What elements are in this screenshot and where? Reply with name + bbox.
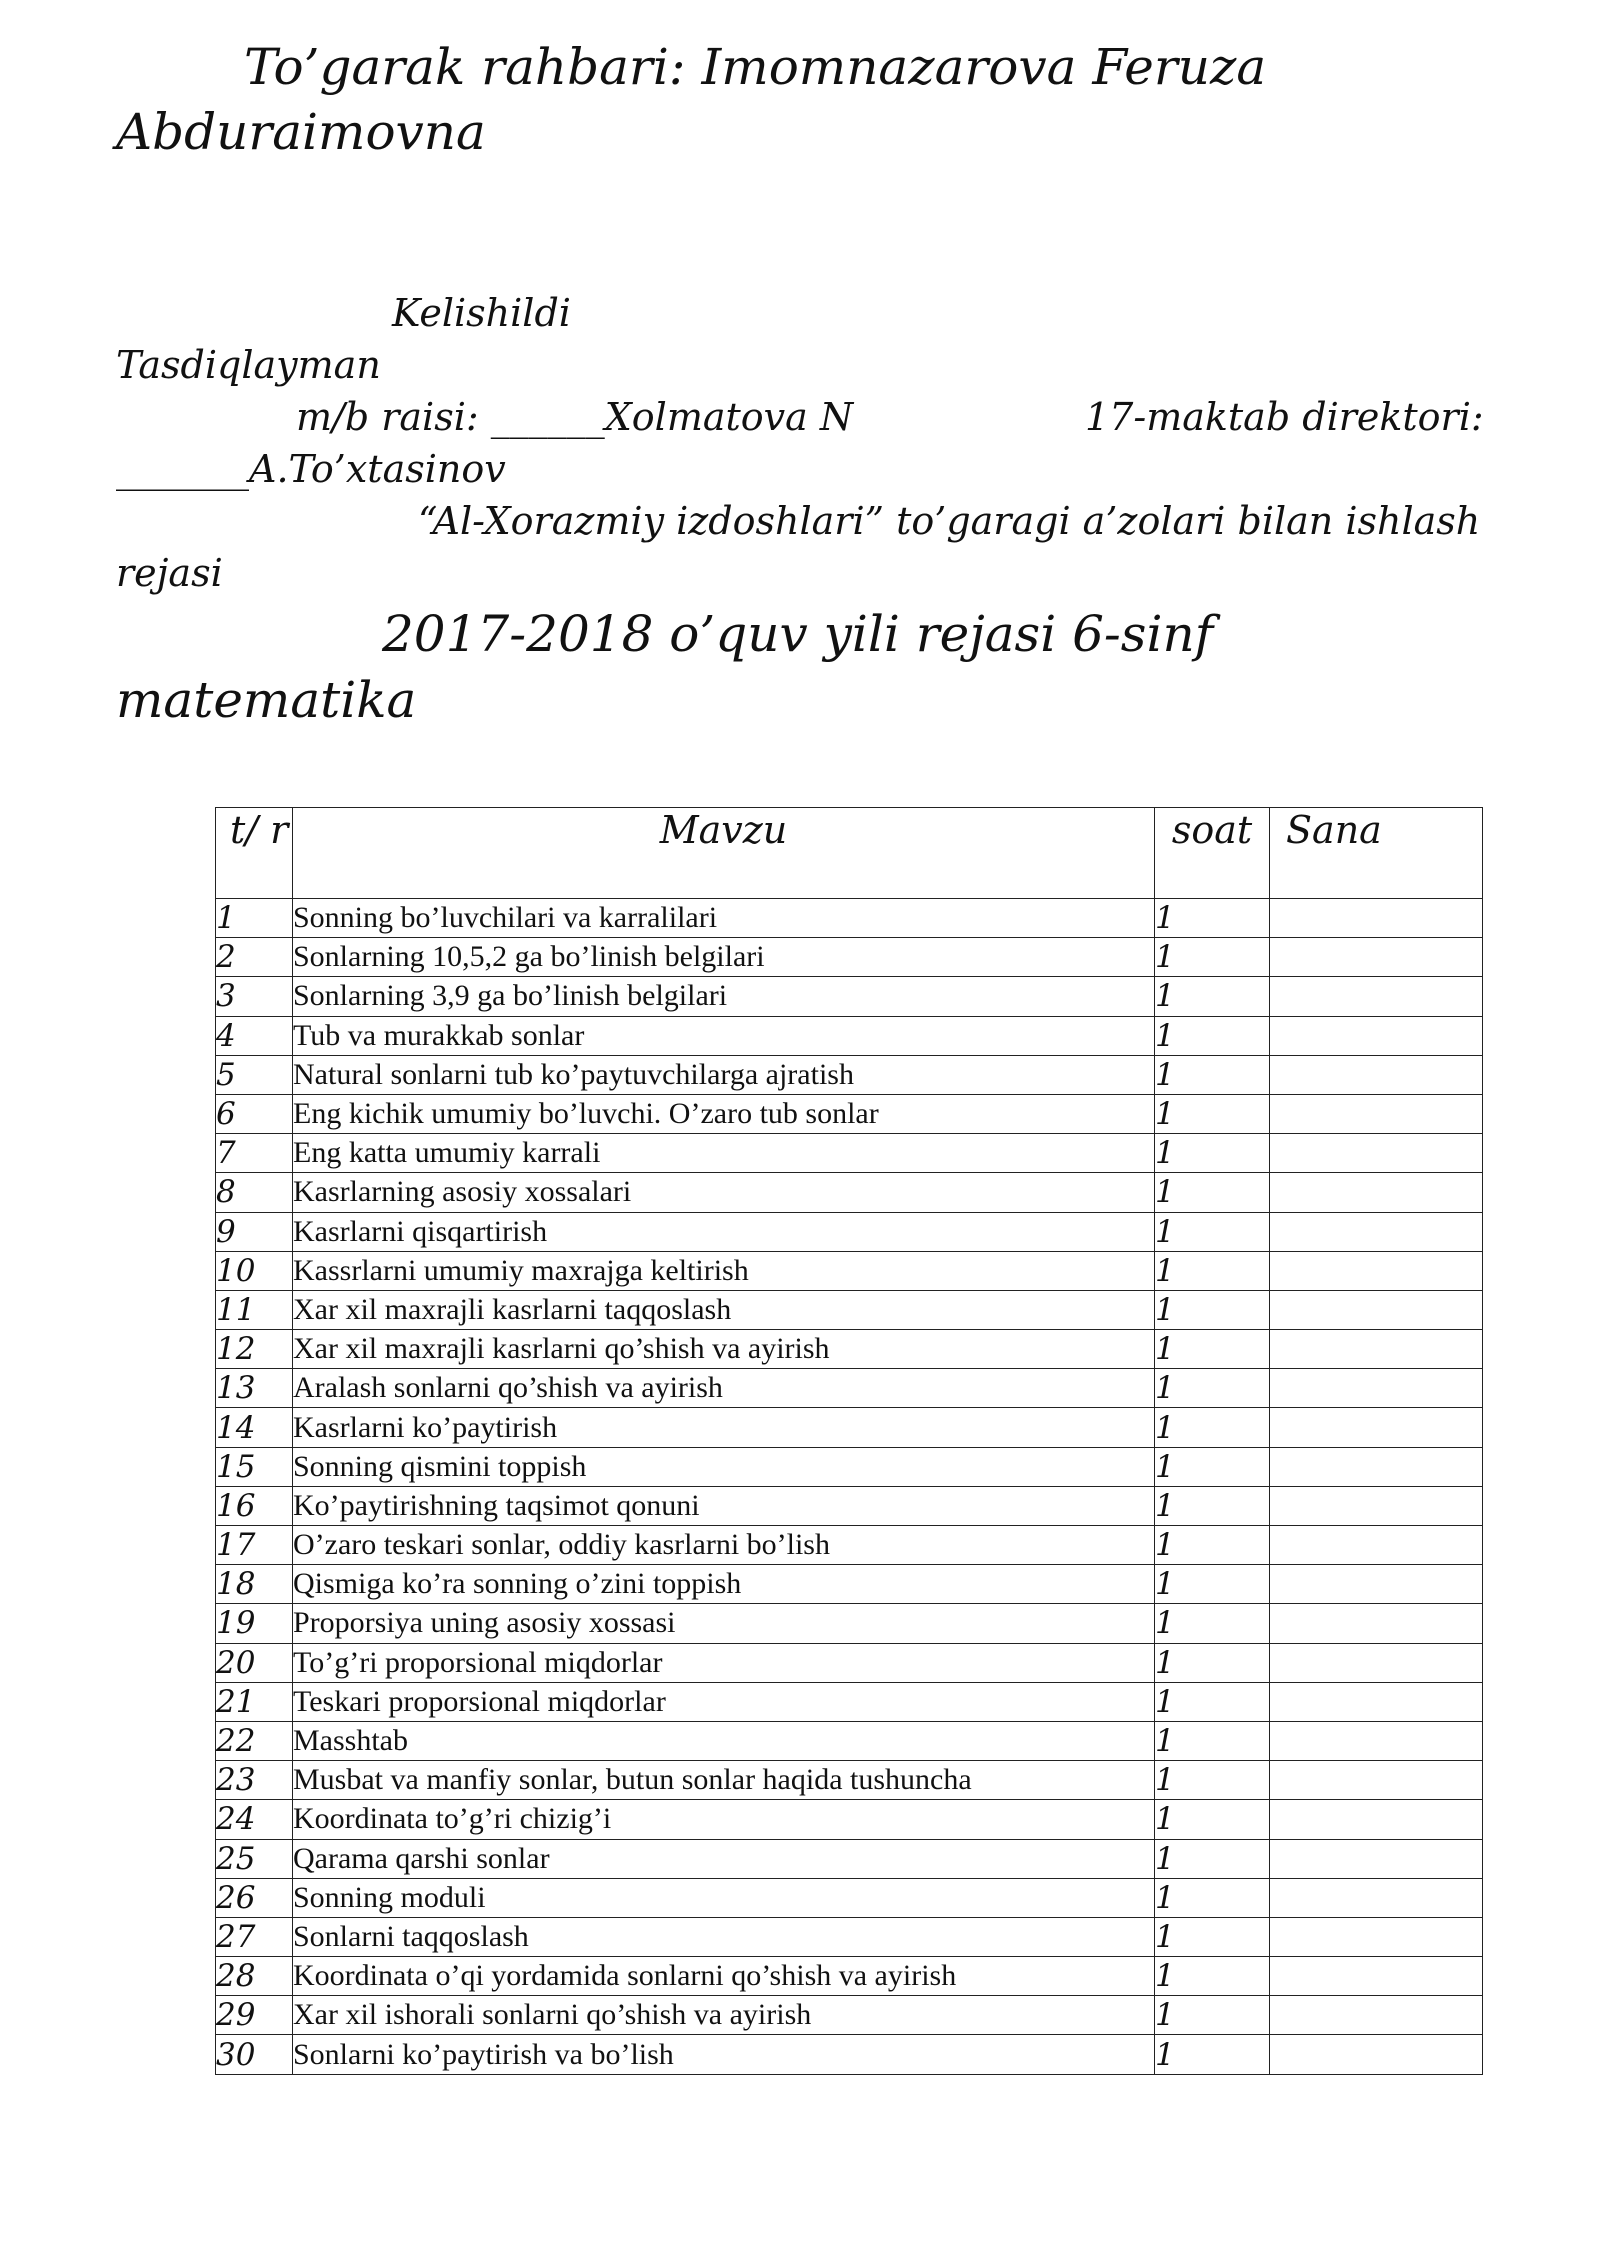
- row-topic: Sonlarning 10,5,2 ga bo’linish belgilari: [293, 938, 1155, 977]
- row-hours: 1: [1155, 1408, 1270, 1447]
- row-number: 23: [216, 1761, 293, 1800]
- row-hours: 1: [1155, 1055, 1270, 1094]
- col-header-number: t/ r: [216, 808, 293, 899]
- row-number: 16: [216, 1486, 293, 1525]
- row-topic: Kasrlarning asosiy xossalari: [293, 1173, 1155, 1212]
- row-topic: Kasrlarni qisqartirish: [293, 1212, 1155, 1251]
- row-topic: Kasrlarni ko’paytirish: [293, 1408, 1155, 1447]
- row-topic: Koordinata o’qi yordamida sonlarni qo’shish va ayirish: [293, 1957, 1155, 1996]
- table-row: [216, 1251, 1483, 1290]
- row-hours: 1: [1155, 1330, 1270, 1369]
- plan-title-continuation: rejasi: [116, 551, 223, 595]
- row-date: [1270, 1839, 1483, 1878]
- row-topic: Tub va murakkab sonlar: [293, 1016, 1155, 1055]
- row-date: [1270, 1134, 1483, 1173]
- row-topic: Sonning qismini toppish: [293, 1447, 1155, 1486]
- table-row: [216, 1094, 1483, 1133]
- table-header-row: [216, 808, 1483, 899]
- row-number: 14: [216, 1408, 293, 1447]
- row-hours: 1: [1155, 1173, 1270, 1212]
- row-number: 12: [216, 1330, 293, 1369]
- subject-line: matematika: [116, 671, 417, 729]
- row-topic: Qarama qarshi sonlar: [293, 1839, 1155, 1878]
- row-hours: 1: [1155, 1212, 1270, 1251]
- row-hours: 1: [1155, 1721, 1270, 1760]
- row-topic: To’g’ri proporsional miqdorlar: [293, 1643, 1155, 1682]
- row-date: [1270, 1957, 1483, 1996]
- row-topic: Masshtab: [293, 1721, 1155, 1760]
- director-title: 17-maktab direktori:: [1085, 395, 1484, 439]
- row-date: [1270, 1016, 1483, 1055]
- row-topic: Xar xil maxrajli kasrlarni qo’shish va ayirish: [293, 1330, 1155, 1369]
- table-row: [216, 1996, 1483, 2035]
- table-row: [216, 1408, 1483, 1447]
- row-date: [1270, 1526, 1483, 1565]
- table-row: [216, 2035, 1483, 2074]
- col-header-date: Sana: [1270, 808, 1483, 899]
- table-row: [216, 938, 1483, 977]
- row-hours: 1: [1155, 938, 1270, 977]
- row-topic: Sonlarni taqqoslash: [293, 1917, 1155, 1956]
- row-hours: 1: [1155, 2035, 1270, 2074]
- row-date: [1270, 1917, 1483, 1956]
- row-number: 19: [216, 1604, 293, 1643]
- table-row: [216, 1917, 1483, 1956]
- table-row: [216, 899, 1483, 938]
- row-number: 25: [216, 1839, 293, 1878]
- row-date: [1270, 1408, 1483, 1447]
- row-hours: 1: [1155, 1800, 1270, 1839]
- row-hours: 1: [1155, 1917, 1270, 1956]
- table-row: [216, 1486, 1483, 1525]
- row-number: 2: [216, 938, 293, 977]
- row-date: [1270, 1761, 1483, 1800]
- row-date: [1270, 1800, 1483, 1839]
- row-topic: Sonning moduli: [293, 1878, 1155, 1917]
- row-number: 10: [216, 1251, 293, 1290]
- col-header-topic: Mavzu: [293, 808, 1155, 899]
- agreed-label: Kelishildi: [392, 291, 571, 335]
- col-header-hours: soat: [1155, 808, 1270, 899]
- table-row: [216, 1957, 1483, 1996]
- table-row: [216, 1173, 1483, 1212]
- row-date: [1270, 1996, 1483, 2035]
- row-date: [1270, 1369, 1483, 1408]
- table-row: [216, 1016, 1483, 1055]
- table-row: [216, 1212, 1483, 1251]
- row-topic: O’zaro teskari sonlar, oddiy kasrlarni bo’lish: [293, 1526, 1155, 1565]
- row-number: 30: [216, 2035, 293, 2074]
- row-topic: Kassrlarni umumiy maxrajga keltirish: [293, 1251, 1155, 1290]
- row-number: 5: [216, 1055, 293, 1094]
- table-row: [216, 1721, 1483, 1760]
- row-topic: Xar xil maxrajli kasrlarni taqqoslash: [293, 1290, 1155, 1329]
- table-row: [216, 1800, 1483, 1839]
- row-topic: Eng kichik umumiy bo’luvchi. O’zaro tub sonlar: [293, 1094, 1155, 1133]
- row-hours: 1: [1155, 899, 1270, 938]
- row-date: [1270, 1878, 1483, 1917]
- row-date: [1270, 1330, 1483, 1369]
- row-topic: Aralash sonlarni qo’shish va ayirish: [293, 1369, 1155, 1408]
- table-row: [216, 1565, 1483, 1604]
- row-date: [1270, 1565, 1483, 1604]
- row-topic: Eng katta umumiy karrali: [293, 1134, 1155, 1173]
- table-row: [216, 1604, 1483, 1643]
- row-date: [1270, 1682, 1483, 1721]
- leader-line: To’garak rahbari: Imomnazarova Feruza: [244, 38, 1267, 96]
- row-number: 9: [216, 1212, 293, 1251]
- table-row: [216, 1055, 1483, 1094]
- row-number: 13: [216, 1369, 293, 1408]
- row-hours: 1: [1155, 1016, 1270, 1055]
- row-date: [1270, 938, 1483, 977]
- row-number: 15: [216, 1447, 293, 1486]
- row-date: [1270, 899, 1483, 938]
- row-number: 27: [216, 1917, 293, 1956]
- row-date: [1270, 1212, 1483, 1251]
- row-date: [1270, 1643, 1483, 1682]
- row-number: 29: [216, 1996, 293, 2035]
- row-number: 26: [216, 1878, 293, 1917]
- row-number: 20: [216, 1643, 293, 1682]
- row-number: 1: [216, 899, 293, 938]
- row-date: [1270, 1486, 1483, 1525]
- row-hours: 1: [1155, 1839, 1270, 1878]
- row-hours: 1: [1155, 1761, 1270, 1800]
- table-row: [216, 1839, 1483, 1878]
- row-date: [1270, 1290, 1483, 1329]
- row-number: 18: [216, 1565, 293, 1604]
- table-row: [216, 1878, 1483, 1917]
- row-topic: Natural sonlarni tub ko’paytuvchilarga ajratish: [293, 1055, 1155, 1094]
- table-row: [216, 977, 1483, 1016]
- row-topic: Sonning bo’luvchilari va karralilari: [293, 899, 1155, 938]
- row-hours: 1: [1155, 1134, 1270, 1173]
- table-row: [216, 1369, 1483, 1408]
- row-number: 17: [216, 1526, 293, 1565]
- row-date: [1270, 1094, 1483, 1133]
- row-date: [1270, 1251, 1483, 1290]
- row-hours: 1: [1155, 1996, 1270, 2035]
- row-number: 3: [216, 977, 293, 1016]
- row-topic: Xar xil ishorali sonlarni qo’shish va ayirish: [293, 1996, 1155, 2035]
- row-topic: Proporsiya uning asosiy xossasi: [293, 1604, 1155, 1643]
- table-row: [216, 1682, 1483, 1721]
- row-number: 4: [216, 1016, 293, 1055]
- row-date: [1270, 1604, 1483, 1643]
- row-hours: 1: [1155, 1682, 1270, 1721]
- union-chair-line: m/b raisi: ______Xolmatova N: [296, 395, 854, 439]
- row-topic: Koordinata to’g’ri chizig’i: [293, 1800, 1155, 1839]
- row-hours: 1: [1155, 1565, 1270, 1604]
- row-topic: Sonlarning 3,9 ga bo’linish belgilari: [293, 977, 1155, 1016]
- row-hours: 1: [1155, 1957, 1270, 1996]
- row-hours: 1: [1155, 1094, 1270, 1133]
- row-hours: 1: [1155, 977, 1270, 1016]
- row-date: [1270, 1721, 1483, 1760]
- row-topic: Ko’paytirishning taqsimot qonuni: [293, 1486, 1155, 1525]
- row-hours: 1: [1155, 1486, 1270, 1525]
- row-hours: 1: [1155, 1643, 1270, 1682]
- row-number: 21: [216, 1682, 293, 1721]
- table-row: [216, 1526, 1483, 1565]
- plan-title: “Al-Xorazmiy izdoshlari” to’garagi a’zolari bilan ishlash: [418, 499, 1481, 543]
- row-hours: 1: [1155, 1369, 1270, 1408]
- row-hours: 1: [1155, 1604, 1270, 1643]
- lesson-plan-table: [215, 807, 1483, 2075]
- row-number: 6: [216, 1094, 293, 1133]
- director-name: _______A.To’xtasinov: [116, 447, 506, 491]
- approve-label: Tasdiqlayman: [116, 343, 381, 387]
- leader-name-continuation: Abduraimovna: [116, 103, 486, 161]
- row-number: 28: [216, 1957, 293, 1996]
- table-row: [216, 1447, 1483, 1486]
- row-date: [1270, 977, 1483, 1016]
- row-hours: 1: [1155, 1526, 1270, 1565]
- row-hours: 1: [1155, 1290, 1270, 1329]
- row-hours: 1: [1155, 1251, 1270, 1290]
- row-hours: 1: [1155, 1878, 1270, 1917]
- row-topic: Teskari proporsional miqdorlar: [293, 1682, 1155, 1721]
- table-row: [216, 1761, 1483, 1800]
- row-number: 24: [216, 1800, 293, 1839]
- row-topic: Musbat va manfiy sonlar, butun sonlar haqida tushuncha: [293, 1761, 1155, 1800]
- row-number: 7: [216, 1134, 293, 1173]
- row-topic: Sonlarni ko’paytirish va bo’lish: [293, 2035, 1155, 2074]
- row-date: [1270, 1447, 1483, 1486]
- row-date: [1270, 1173, 1483, 1212]
- academic-year-line: 2017-2018 o’quv yili rejasi 6-sinf: [382, 605, 1214, 663]
- row-date: [1270, 1055, 1483, 1094]
- row-number: 11: [216, 1290, 293, 1329]
- row-topic: Qismiga ko’ra sonning o’zini toppish: [293, 1565, 1155, 1604]
- row-hours: 1: [1155, 1447, 1270, 1486]
- table-row: [216, 1330, 1483, 1369]
- row-number: 8: [216, 1173, 293, 1212]
- row-number: 22: [216, 1721, 293, 1760]
- table-row: [216, 1643, 1483, 1682]
- row-date: [1270, 2035, 1483, 2074]
- table-row: [216, 1134, 1483, 1173]
- table-body: [216, 899, 1483, 2075]
- table-row: [216, 1290, 1483, 1329]
